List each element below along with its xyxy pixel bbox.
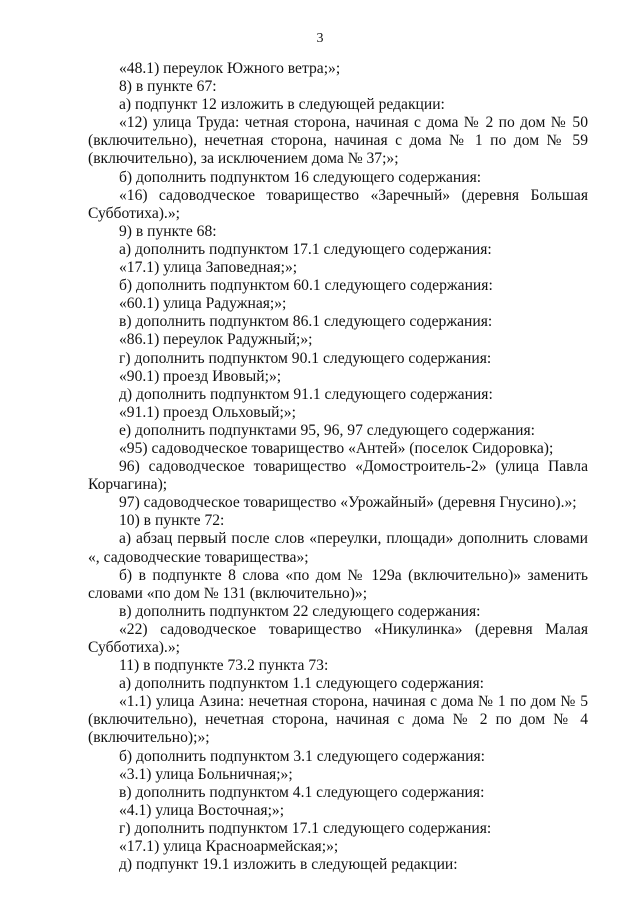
document-paragraph: «86.1) переулок Радужный;»;: [119, 331, 313, 349]
document-paragraph: 11) в подпункте 73.2 пункта 73:: [119, 657, 329, 675]
document-paragraph: «17.1) улица Заповедная;»;: [119, 259, 298, 277]
document-paragraph: г) дополнить подпунктом 17.1 следующего содержания:: [119, 819, 492, 837]
document-paragraph: д) подпункт 19.1 изложить в следующей редакции:: [119, 856, 458, 874]
document-paragraph: «60.1) улица Радужная;»;: [119, 295, 287, 313]
document-body: [88, 60, 588, 874]
document-paragraph: «3.1) улица Больничная;»;: [119, 765, 293, 783]
document-paragraph: г) дополнить подпунктом 90.1 следующего содержания:: [119, 349, 492, 367]
document-paragraph: «17.1) улица Красноармейская;»;: [119, 838, 339, 856]
document-paragraph: е) дополнить подпунктами 95, 96, 97 следующего содержания:: [119, 421, 536, 439]
document-paragraph: «95) садоводческое товарищество «Антей» (поселок Сидоровка);: [119, 439, 554, 457]
document-paragraph: «22) садоводческое товарищество «Никулинка» (деревня Малая Субботиха).»;: [88, 620, 588, 656]
document-paragraph: б) в подпункте 8 слова «по дом № 129а (включительно)» заменить словами «по дом № 131 (включительно)»;: [88, 566, 588, 602]
document-paragraph: б) дополнить подпунктом 3.1 следующего содержания:: [119, 747, 485, 765]
document-paragraph: 8) в пункте 67:: [119, 78, 217, 96]
document-paragraph: б) дополнить подпунктом 60.1 следующего содержания:: [119, 277, 493, 295]
document-paragraph: в) дополнить подпунктом 4.1 следующего содержания:: [119, 783, 485, 801]
document-paragraph: а) абзац первый после слов «переулки, площади» дополнить словами «, садоводческие товарищества»;: [88, 530, 588, 566]
document-paragraph: «91.1) проезд Ольховый;»;: [119, 403, 296, 421]
document-paragraph: б) дополнить подпунктом 16 следующего содержания:: [119, 168, 482, 186]
page-number: 3: [316, 31, 324, 46]
document-paragraph: 10) в пункте 72:: [119, 512, 225, 530]
document-paragraph: а) дополнить подпунктом 17.1 следующего содержания:: [119, 240, 492, 258]
document-paragraph: «12) улица Труда: четная сторона, начиная с дома № 2 по дом № 50 (включительно), нечетная сторона, начиная с дома № 1 по дом № 59 (включительно), за исключением дома № 37;»;: [88, 114, 588, 168]
document-paragraph: «4.1) улица Восточная;»;: [119, 801, 285, 819]
document-paragraph: а) подпункт 12 изложить в следующей редакции:: [119, 96, 445, 114]
document-paragraph: в) дополнить подпунктом 86.1 следующего содержания:: [119, 313, 493, 331]
document-paragraph: «16) садоводческое товарищество «Заречный» (деревня Большая Субботиха).»;: [88, 186, 588, 222]
document-paragraph: 96) садоводческое товарищество «Домостроитель-2» (улица Павла Корчагина);: [88, 458, 588, 494]
document-paragraph: «48.1) переулок Южного ветра;»;: [119, 60, 341, 77]
document-paragraph: д) дополнить подпунктом 91.1 следующего содержания:: [119, 385, 493, 403]
document-paragraph: а) дополнить подпунктом 1.1 следующего содержания:: [119, 675, 484, 693]
document-paragraph: 97) садоводческое товарищество «Урожайный» (деревня Гнусино).»;: [119, 494, 577, 512]
document-paragraph: в) дополнить подпунктом 22 следующего содержания:: [119, 602, 481, 620]
document-paragraph: 9) в пункте 68:: [119, 222, 217, 240]
document-paragraph: «1.1) улица Азина: нечетная сторона, начиная с дома № 1 по дом № 5 (включительно), нечетная сторона, начиная с дома № 2 по дом № 4 (включительно);»;: [88, 693, 588, 747]
document-paragraph: «90.1) проезд Ивовый;»;: [119, 367, 282, 385]
